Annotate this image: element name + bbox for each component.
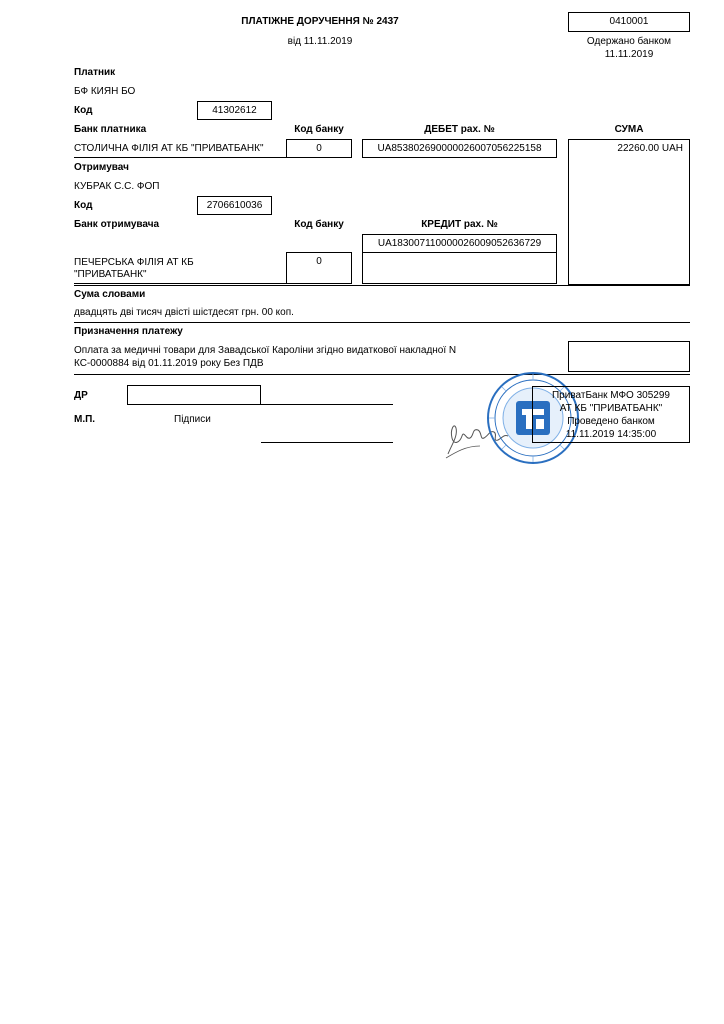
purpose-line2: КС-0000884 від 01.11.2019 року Без ПДВ [74, 358, 264, 369]
payer-name: БФ КИЯН БО [74, 86, 136, 97]
recipient-bank-name-line2: "ПРИВАТБАНК" [74, 269, 147, 280]
amount-words-label: Сума словами [74, 289, 146, 300]
sum-box [568, 139, 690, 285]
payer-code: 41302612 [212, 105, 257, 116]
document-date: від 11.11.2019 [287, 36, 353, 47]
credit-account: UA183007110000026009052636729 [377, 238, 542, 249]
dr-label: ДР [74, 390, 88, 401]
amount-words-text: двадцять дві тисяч двісті шістдесят грн. 00 коп. [74, 307, 294, 318]
mp-label: М.П. [74, 414, 96, 425]
payer-label: Платник [74, 67, 116, 78]
payer-bank-label: Банк платника [74, 124, 147, 135]
recipient-label: Отримувач [74, 162, 129, 173]
recipient-bank-name-line1: ПЕЧЕРСЬКА ФІЛІЯ АТ КБ [74, 257, 194, 268]
payer-code-box [197, 101, 272, 120]
purpose-side-box [568, 341, 690, 372]
recipient-bank-code-box [286, 252, 352, 284]
payer-code-label: Код [74, 105, 93, 116]
bank-stamp-line3: Проведено банком [567, 416, 655, 427]
form-code: 0410001 [609, 16, 649, 27]
recipient-bank-code-label: Код банку [294, 219, 344, 230]
dr-box [127, 385, 261, 405]
recipient-bank-name [74, 257, 194, 281]
recipient-bank-code: 0 [316, 256, 322, 267]
debit-label: ДЕБЕТ рах. № [424, 124, 495, 135]
payer-bank-code-box [286, 139, 352, 158]
form-code-box [568, 12, 690, 32]
purpose-line1: Оплата за медичні товари для Завадської Кароліни згідно видаткової накладної N [74, 345, 457, 356]
debit-account: UA853802690000026007056225158 [377, 143, 542, 154]
sum-label: СУМА [614, 124, 644, 135]
bank-stamp-box [532, 386, 690, 443]
sum-value: 22260.00 UAH [617, 143, 683, 154]
recipient-code-box [197, 196, 272, 215]
bank-stamp-line1: ПриватБанк МФО 305299 [551, 390, 670, 401]
credit-extra-box [362, 252, 557, 284]
document-title: ПЛАТІЖНЕ ДОРУЧЕННЯ № 2437 [241, 16, 399, 27]
recipient-bank-label: Банк отримувача [74, 219, 160, 230]
recipient-code: 2706610036 [206, 200, 263, 211]
bank-stamp-line2: АТ КБ "ПРИВАТБАНК" [559, 403, 663, 414]
credit-account-box [362, 234, 557, 253]
bank-stamp-line4: 11.11.2019 14:35:00 [565, 429, 657, 440]
purpose-label: Призначення платежу [74, 326, 183, 337]
purpose-text [74, 344, 456, 370]
recipient-name: КУБРАК С.С. ФОП [74, 181, 160, 192]
recipient-code-label: Код [74, 200, 93, 211]
received-label: Одержано банком [586, 36, 672, 47]
credit-label: КРЕДИТ рах. № [421, 219, 498, 230]
signatures-label: Підписи [174, 414, 211, 425]
debit-account-box [362, 139, 557, 158]
received-date: 11.11.2019 [604, 49, 654, 60]
payer-bank-code-label: Код банку [294, 124, 344, 135]
payer-bank-code: 0 [316, 143, 322, 154]
payer-bank-name: СТОЛИЧНА ФІЛІЯ АТ КБ "ПРИВАТБАНК" [74, 143, 264, 154]
